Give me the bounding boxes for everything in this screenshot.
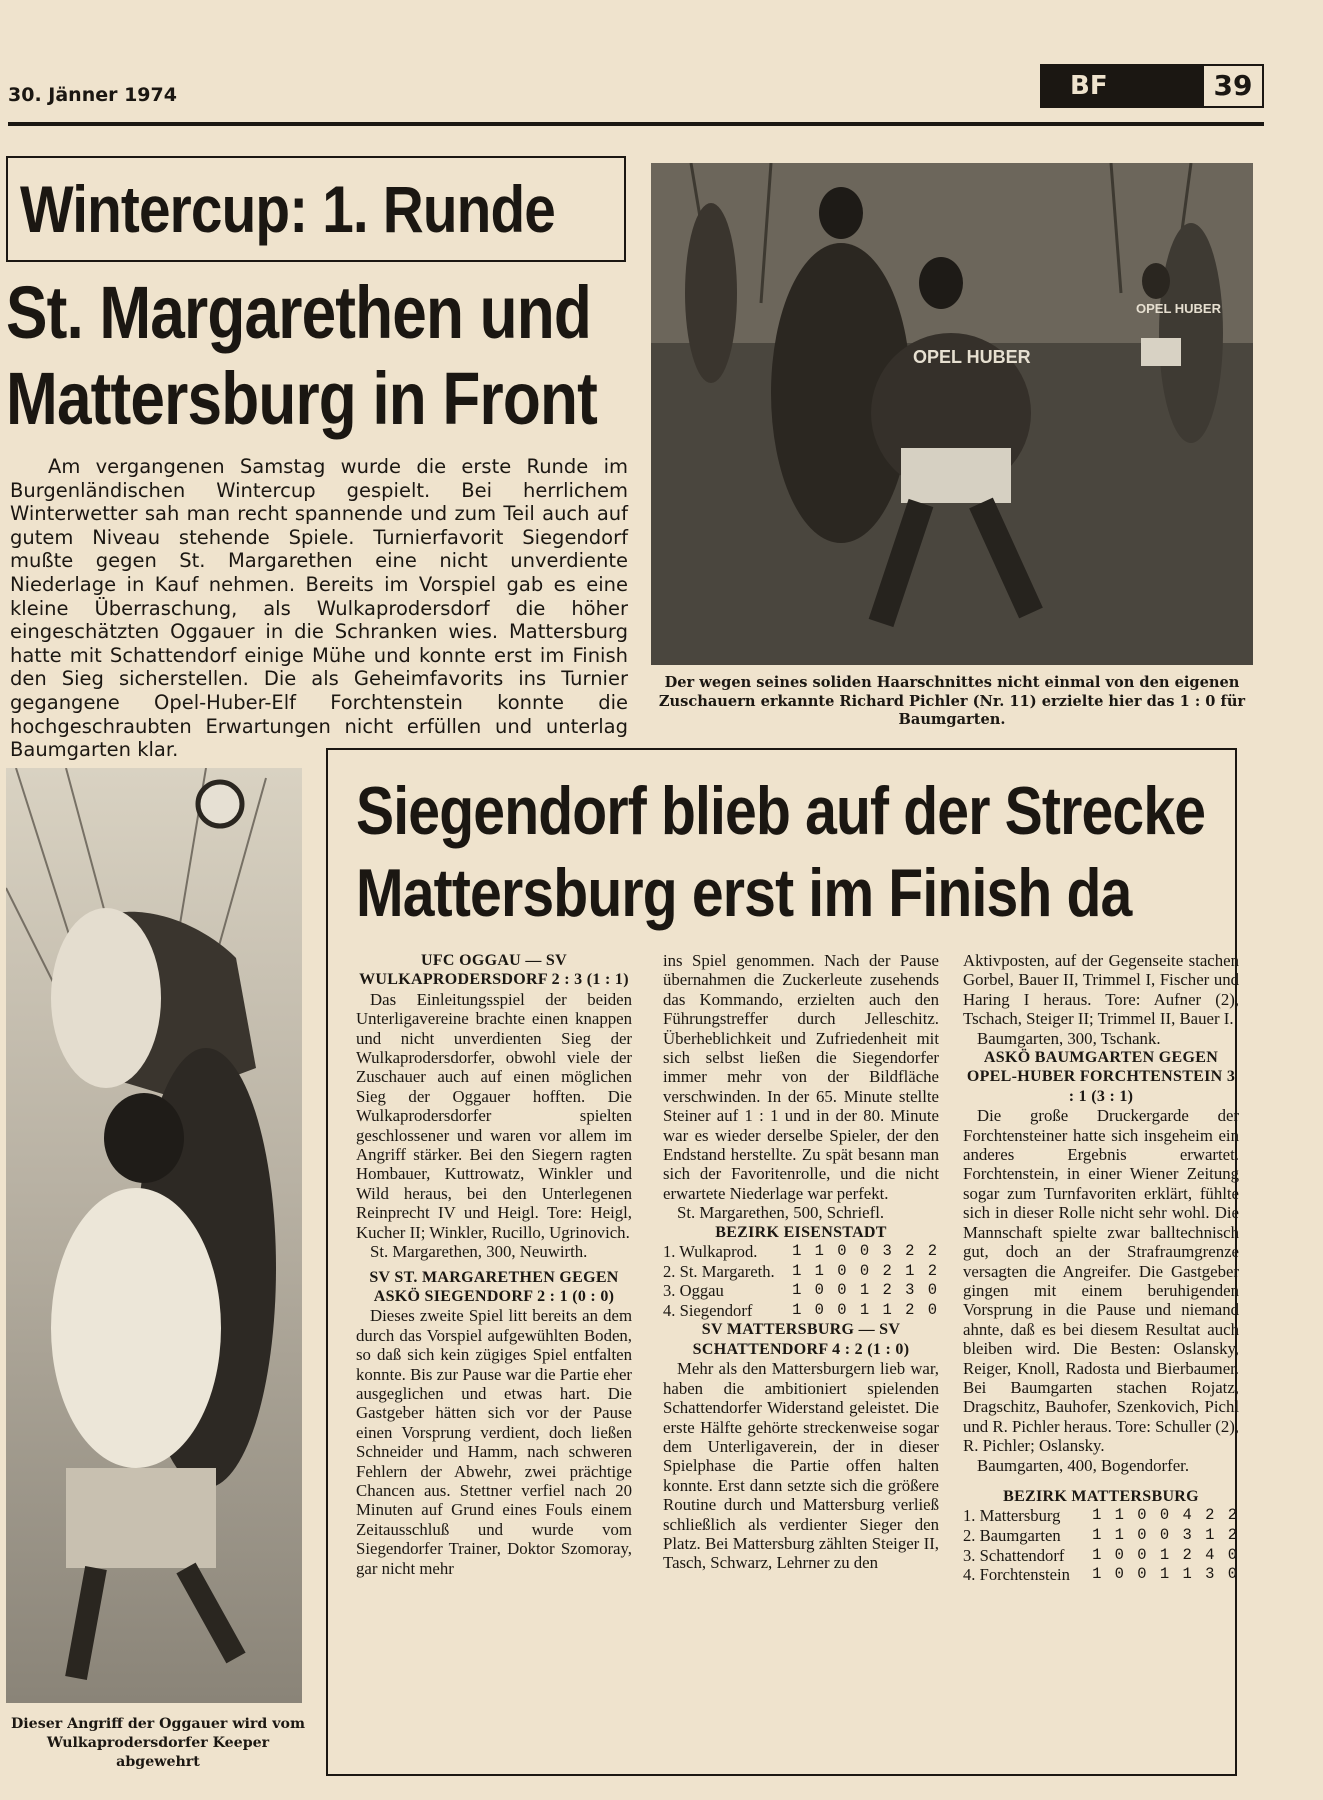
match2-report-part2: ins Spiel genommen. Nach der Pause übernahmen die Zuckerleute zusehends das Kommando, erzielten auch den Führungstreffer durch Jelleschitz. Überheblichkeit und Zufriedenheit mit sich selbst ließen die Siegendorfer immer mehr von der Bildfläche verschwinden. In der 65. Minute stellte Steiner auf 1 : 1 und in der 80. Minute war es wieder derselbe Spieler, der den Endstand herstellte. Zu spät besann man sich der Favoritenrolle, und die nicht erwartete Niederlage war perfekt. (663, 951, 939, 1203)
article2-headline (356, 770, 1206, 934)
team-name: 3. Schattendorf (963, 1545, 1065, 1565)
team-name: 4. Forchtenstein (963, 1565, 1070, 1585)
team-name: 2. Baumgarten (963, 1525, 1061, 1545)
standings-table-mattersburg (963, 1506, 1239, 1584)
article2-column-3 (963, 951, 1239, 1585)
article1-headline (6, 270, 611, 442)
match2-report-part1: Dieses zweite Spiel litt bereits an dem durch das Vorspiel aufgewühlten Boden, so daß sich kein zügiges Spiel entfalten konnte. Bis zur Pause war die Partie eher ausgeglichen und etwas hart. Die Gastgeber hätten sich vor der Pause einen Vorsprung verdient, doch ließen Schneider und Hamm, nach schweren Fehlern der Abwehr, zwei prächtige Chancen aus. Stettner verfiel nach 20 Minuten auf Grund eines Fouls einem Zeitausschluß und wurde vom Siegendorfer Trainer, Doktor Szomoray, gar nicht mehr (356, 1306, 632, 1578)
team-name: 1. Wulkaprod. (663, 1242, 758, 1262)
mattersburg-standing-row (963, 1506, 1239, 1526)
match1-venue: St. Margarethen, 300, Neuwirth. (370, 1242, 588, 1262)
match4-report: Die große Druckergarde der Forchtensteiner hatte sich insgeheim ein anderes Ergebnis erwartet. Forchtenstein, in einer Wiener Zeitung sogar zum Turnfavoriten erklärt, fühlte sich in dieser Rolle nicht sehr wohl. Die Mannschaft spielte zwar balltechnisch gut, doch an der Strafraumgrenze versagten die Angreifer. Die Gastgeber gingen mit einem beruhigenden Vorsprung in die Pause und niemand ahnte, daß es bei diesem Resultat auch bleiben wird. Die Besten: Oslansky, Reiger, Knoll, Radosta und Bierbaumer. Bei Baumgarten stachen Rojatz, Dragschitz, Bauhofer, Szenkovich, Pichl und R. Pichler heraus. Tore: Schuller (2), R. Pichler; Oslansky. (963, 1106, 1239, 1456)
team-stats: 1 0 0 1 1 2 0 (792, 1300, 939, 1319)
team-stats: 1 1 0 0 3 2 2 (792, 1242, 939, 1261)
team-stats: 1 1 0 0 4 2 2 (1092, 1506, 1239, 1525)
jersey-lettering-right: OPEL HUBER (1136, 301, 1221, 316)
photo2-caption: Dieser Angriff der Oggauer wird vom Wulkaprodersdorfer Keeper abgewehrt (10, 1716, 305, 1770)
article2-column-2 (663, 951, 939, 1573)
match3-venue: Baumgarten, 300, Tschank. (977, 1028, 1161, 1048)
team-name: 2. St. Margareth. (663, 1261, 775, 1281)
article1-headline-line2: Mattersburg in Front (6, 357, 597, 440)
team-name: 4. Siegendorf (663, 1300, 753, 1320)
team-name: 3. Oggau (663, 1281, 724, 1301)
football-photo-top-image (651, 163, 1253, 665)
match1-title: UFC OGGAU — SV WULKAPRODERSDORF 2 : 3 (1 : 1) (359, 952, 629, 989)
match3-report-part2: Aktivposten, auf der Gegenseite stachen Gorbel, Bauer II, Trimmel I, Fischer und Haring I heraus. Tore: Aufner (2), Tschach, Steiger II; Trimmel II, Bauer I. (963, 951, 1239, 1029)
section-label: BF (1042, 66, 1201, 106)
standings-table-eisenstadt (663, 1242, 939, 1320)
table2-title: BEZIRK MATTERSBURG (1003, 1487, 1199, 1505)
match4-venue: Baumgarten, 400, Bogendorfer. (977, 1455, 1190, 1475)
team-stats: 1 0 0 1 2 4 0 (1092, 1545, 1239, 1564)
match2-title: SV ST. MARGARETHEN GEGEN ASKÖ SIEGENDORF 2 : 1 (0 : 0) (369, 1268, 619, 1305)
mattersburg-standing-row (963, 1565, 1239, 1585)
football-photo-left (6, 768, 302, 1703)
header-rule (8, 122, 1264, 126)
page-header-box (1040, 64, 1264, 108)
table1-title: BEZIRK EISENSTADT (715, 1223, 887, 1241)
match2-venue: St. Margarethen, 500, Schriefl. (677, 1203, 885, 1223)
football-photo-top (651, 163, 1253, 665)
article1-lead: Am vergangenen Samstag wurde die erste Runde im Burgenländischen Wintercup gespielt. Bei herrlichem Winterwetter sah man recht spannende und zum Teil auch auf gutem Niveau stehende Spiele. Turnierfavorit Siegendorf mußte gegen St. Margarethen eine nicht unverdiente Niederlage in Kauf nehmen. Bereits im Vorspiel gab es eine kleine Überraschung, als Wulkaprodersdorf die höher eingeschätzten Oggauer in die Schranken wies. Mattersburg hatte mit Schattendorf einige Mühe und konnte erst im Finish den Sieg sicherstellen. Die als Geheimfavorits ins Turnier gegangene Opel-Huber-Elf Forchtenstein konnte die hochgeschraubten Erwartungen nicht erfüllen und unterlag Baumgarten klar. (10, 455, 628, 762)
article1-kicker: Wintercup: 1. Runde (20, 172, 556, 246)
football-photo-left-image (6, 768, 302, 1703)
page-number: 39 (1201, 66, 1262, 106)
match3-report-part1: Mehr als den Mattersburgern lieb war, haben die ambitioniert spielenden Schattendorfer Widerstand geleistet. Die erste Hälfte gehörte streckenweise sogar dem Unterligaverein, der in dieser Spielphase die Partie offen halten konnte. Erst dann setzte sich die größere Routine durch und Mattersburg verließ schließlich als verdienter Sieger den Platz. Bei Mattersburg zählten Steiger II, Tasch, Schwarz, Lehrner zu den (663, 1359, 939, 1573)
article1-headline-line1: St. Margarethen und (6, 271, 591, 354)
article2-headline-line1: Siegendorf blieb auf der Strecke (356, 773, 1206, 849)
match1-report: Das Einleitungsspiel der beiden Unterligavereine brachte einen knappen und nicht unverdienten Sieg der Wulkaprodersdorfer, obwohl viele der Zuschauer auch auf einen möglichen Sieg der Oggauer hofften. Die Wulkaprodersdorfer spielten geschlossener und waren vor allem im Angriff stärker. Bei den Siegern ragten Hombauer, Kuttrowatz, Winkler und Wild heraus, bei den Unterlegenen Reinprecht IV und Heigl. Tore: Heigl, Kucher II; Winkler, Rucillo, Ugrinovich. (356, 989, 632, 1242)
match4-title: ASKÖ BAUMGARTEN GEGEN OPEL-HUBER FORCHTENSTEIN 3 : 1 (3 : 1) (966, 1049, 1236, 1105)
team-name: 1. Mattersburg (963, 1506, 1061, 1526)
mattersburg-standing-row (963, 1526, 1239, 1546)
team-stats: 1 1 0 0 2 1 2 (792, 1261, 939, 1280)
jersey-lettering-center: OPEL HUBER (913, 347, 1031, 367)
match3-title: SV MATTERSBURG — SV SCHATTENDORF 4 : 2 (1 : 0) (692, 1321, 910, 1358)
mattersburg-standing-row (963, 1546, 1239, 1566)
photo1-caption: Der wegen seines soliden Haarschnittes nicht einmal von den eigenen Zuschauern erkannte Richard Pichler (Nr. 11) erzielte hier das 1 : 0 für Baumgarten. (658, 674, 1246, 728)
team-stats: 1 0 0 1 1 3 0 (1092, 1565, 1239, 1584)
eisenstadt-standing-row (663, 1242, 939, 1262)
article2-headline-line2: Mattersburg erst im Finish da (356, 855, 1132, 931)
eisenstadt-standing-row (663, 1301, 939, 1321)
issue-date: 30. Jänner 1974 (8, 84, 177, 106)
team-stats: 1 1 0 0 3 1 2 (1092, 1525, 1239, 1544)
team-stats: 1 0 0 1 2 3 0 (792, 1281, 939, 1300)
eisenstadt-standing-row (663, 1262, 939, 1282)
article2-column-1 (356, 951, 632, 1578)
eisenstadt-standing-row (663, 1281, 939, 1301)
